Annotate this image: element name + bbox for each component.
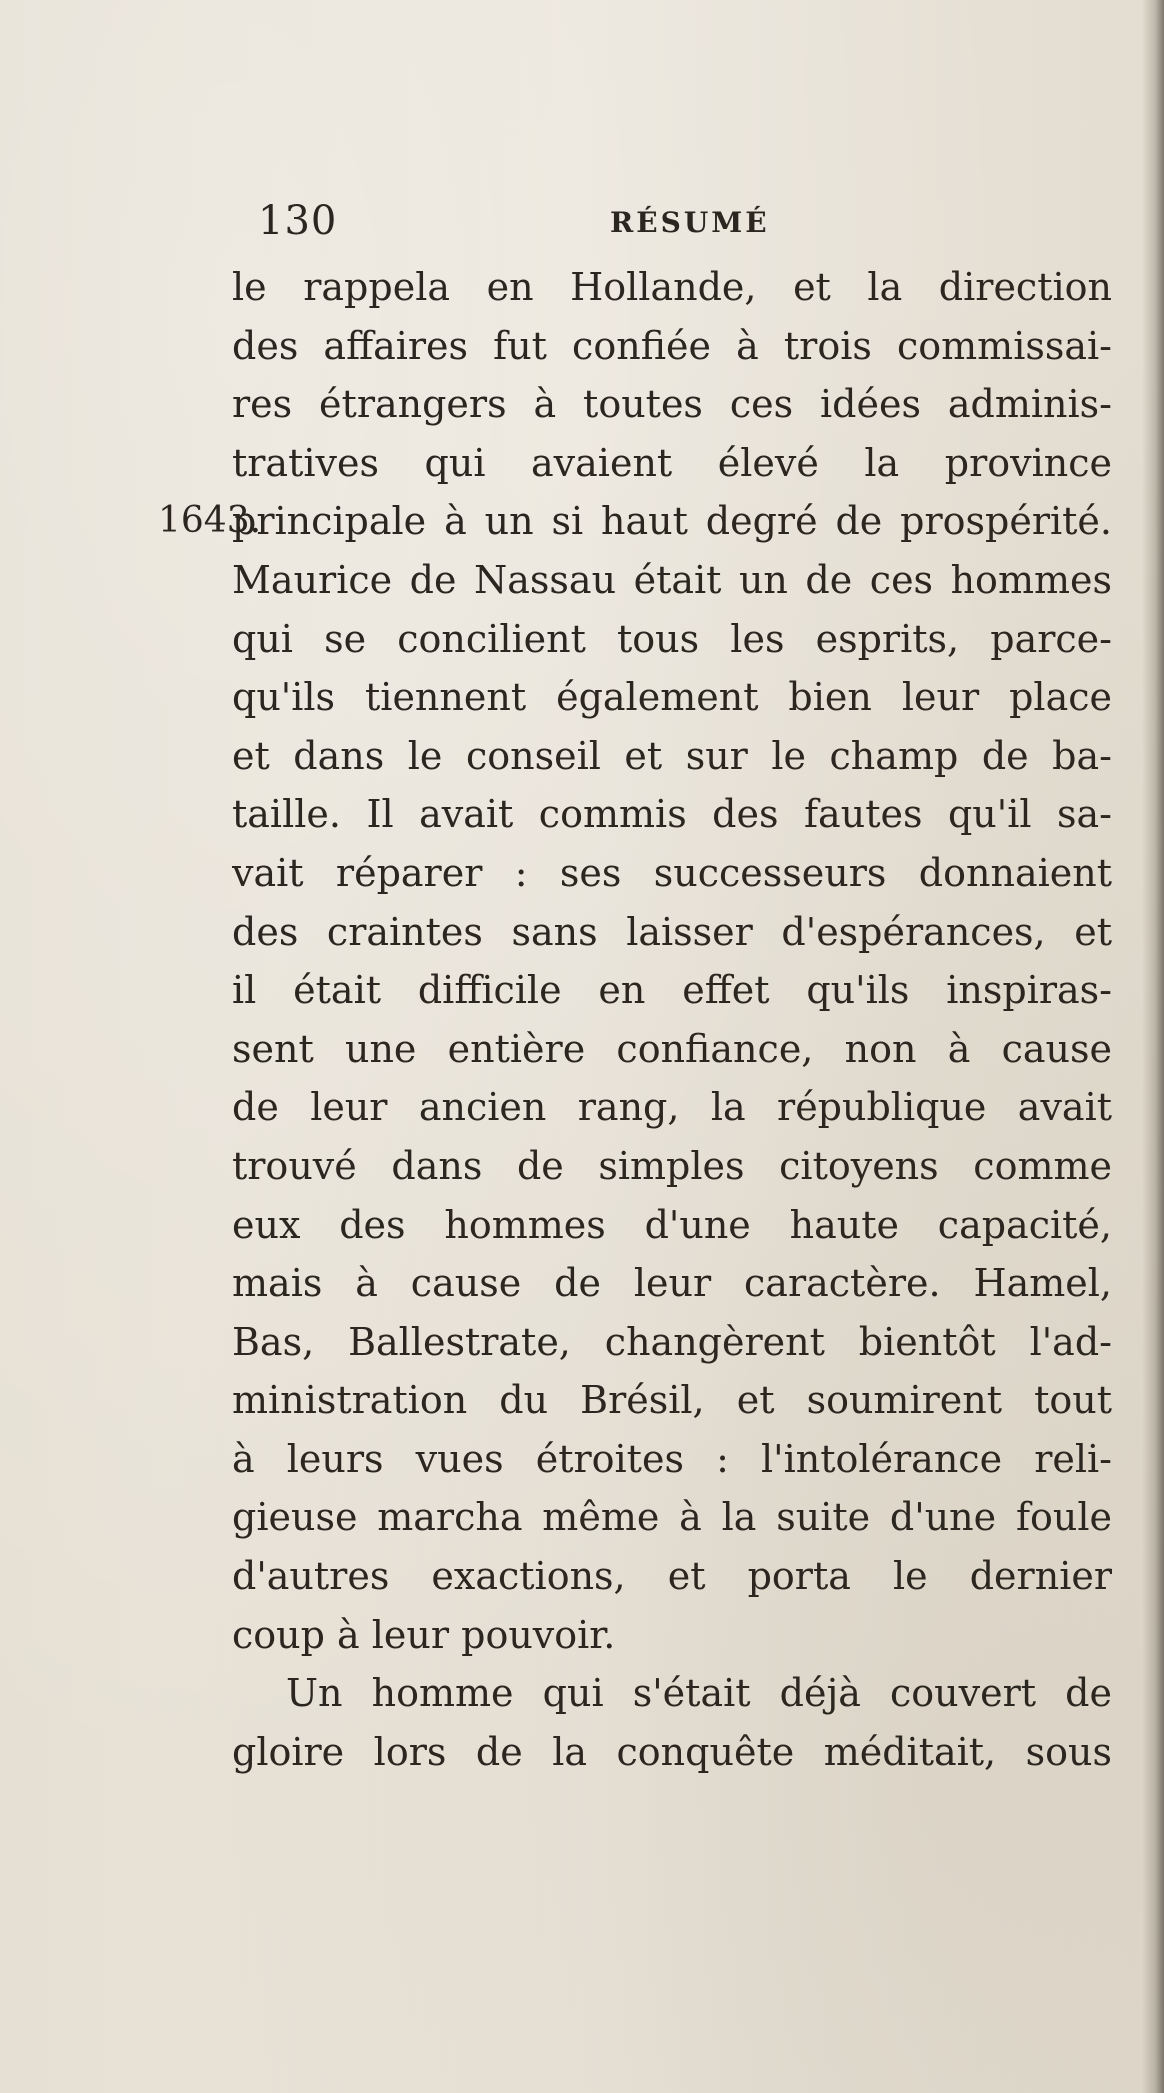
text-line: à leurs vues étroites : l'intolérance reli- [232,1436,1112,1481]
text-line: des affaires fut confiée à trois commissai- [232,323,1112,368]
text-line: sent une entière confiance, non à cause [232,1026,1112,1071]
text-line: il était difficile en effet qu'ils inspiras- [232,968,1112,1013]
text-line: ministration du Brésil, et soumirent tout [232,1378,1112,1423]
page-number: 130 [258,198,338,244]
text-line: mais à cause de leur caractère. Hamel, [232,1261,1112,1306]
text-line: de leur ancien rang, la république avait [232,1085,1112,1130]
text-line: gieuse marcha même à la suite d'une foule [232,1495,1112,1540]
text-line: Un homme qui s'était déjà couvert de [286,1671,1112,1716]
text-line: d'autres exactions, et porta le dernier [232,1554,1112,1599]
page-header [0,198,1164,258]
text-line: eux des hommes d'une haute capacité, [232,1202,1112,1247]
margin-year-note: 1643. [158,500,262,541]
body-text [232,258,1132,1781]
text-line: qui se concilient tous les esprits, parce- [232,616,1112,661]
text-line: Bas, Ballestrate, changèrent bientôt l'ad- [232,1319,1112,1364]
text-line: Maurice de Nassau était un de ces hommes [232,557,1112,602]
text-line: res étrangers à toutes ces idées adminis- [232,382,1112,427]
text-line: qu'ils tiennent également bien leur place [232,675,1112,720]
text-line: le rappela en Hollande, et la direction [232,265,1112,309]
text-line: principale à un si haut degré de prospérité. [232,499,1112,544]
running-head: RÉSUMÉ [610,206,770,239]
text-line: coup à leur pouvoir. [232,1612,616,1657]
text-line: et dans le conseil et sur le champ de ba- [232,733,1112,778]
text-line: gloire lors de la conquête méditait, sous [232,1729,1112,1774]
text-line: vait réparer : ses successeurs donnaient [232,850,1112,895]
text-line: taille. Il avait commis des fautes qu'il sa- [232,792,1112,837]
text-line: trouvé dans de simples citoyens comme [232,1143,1112,1188]
text-line: des craintes sans laisser d'espérances, et [232,909,1112,954]
page-edge-shadow [1142,0,1164,2093]
text-line: tratives qui avaient élevé la province [232,440,1112,485]
